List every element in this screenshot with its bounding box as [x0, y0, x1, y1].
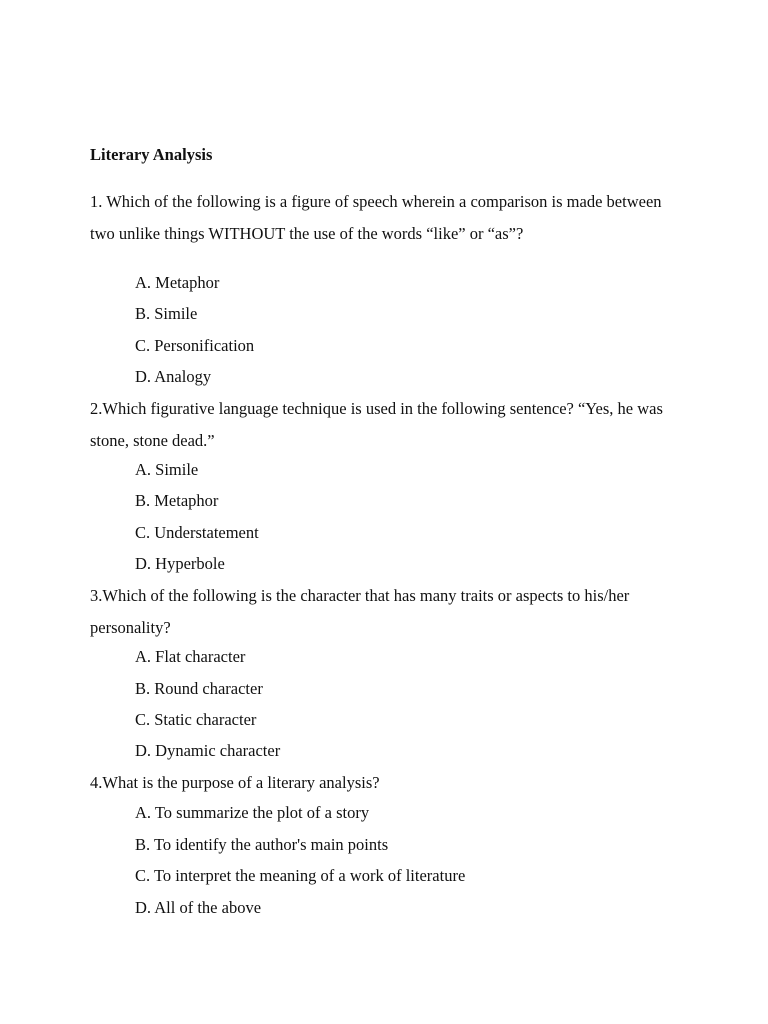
question-2-text: 2.Which figurative language technique is used in the following sentence? “Yes, he was stone, stone dead.” — [90, 399, 663, 450]
question-4-option-c: C. To interpret the meaning of a work of literature — [135, 866, 466, 885]
question-3-option-b: B. Round character — [135, 679, 263, 698]
question-3-option-c: C. Static character — [135, 710, 257, 729]
question-3-option-d: D. Dynamic character — [135, 741, 281, 760]
question-1-option-a: A. Metaphor — [135, 273, 220, 292]
question-2-option-c: C. Understatement — [135, 523, 259, 542]
question-4-text: 4.What is the purpose of a literary analysis? — [90, 773, 380, 792]
document-title: Literary Analysis — [90, 145, 213, 164]
question-3-option-a: A. Flat character — [135, 647, 246, 666]
question-1-text: 1. Which of the following is a figure of speech wherein a comparison is made between two unlike things WITHOUT the use of the words “like” or “as”? — [90, 192, 662, 243]
question-4-option-b: B. To identify the author's main points — [135, 835, 389, 854]
question-2-option-d: D. Hyperbole — [135, 554, 225, 573]
question-1-option-b: B. Simile — [135, 304, 198, 323]
question-3-text: 3.Which of the following is the character that has many traits or aspects to his/her personality? — [90, 586, 630, 637]
question-2-option-b: B. Metaphor — [135, 491, 219, 510]
question-4-option-a: A. To summarize the plot of a story — [135, 803, 370, 822]
question-1-option-d: D. Analogy — [135, 367, 212, 386]
question-2-option-a: A. Simile — [135, 460, 199, 479]
question-4-option-d: D. All of the above — [135, 898, 262, 917]
question-1-option-c: C. Personification — [135, 336, 255, 355]
